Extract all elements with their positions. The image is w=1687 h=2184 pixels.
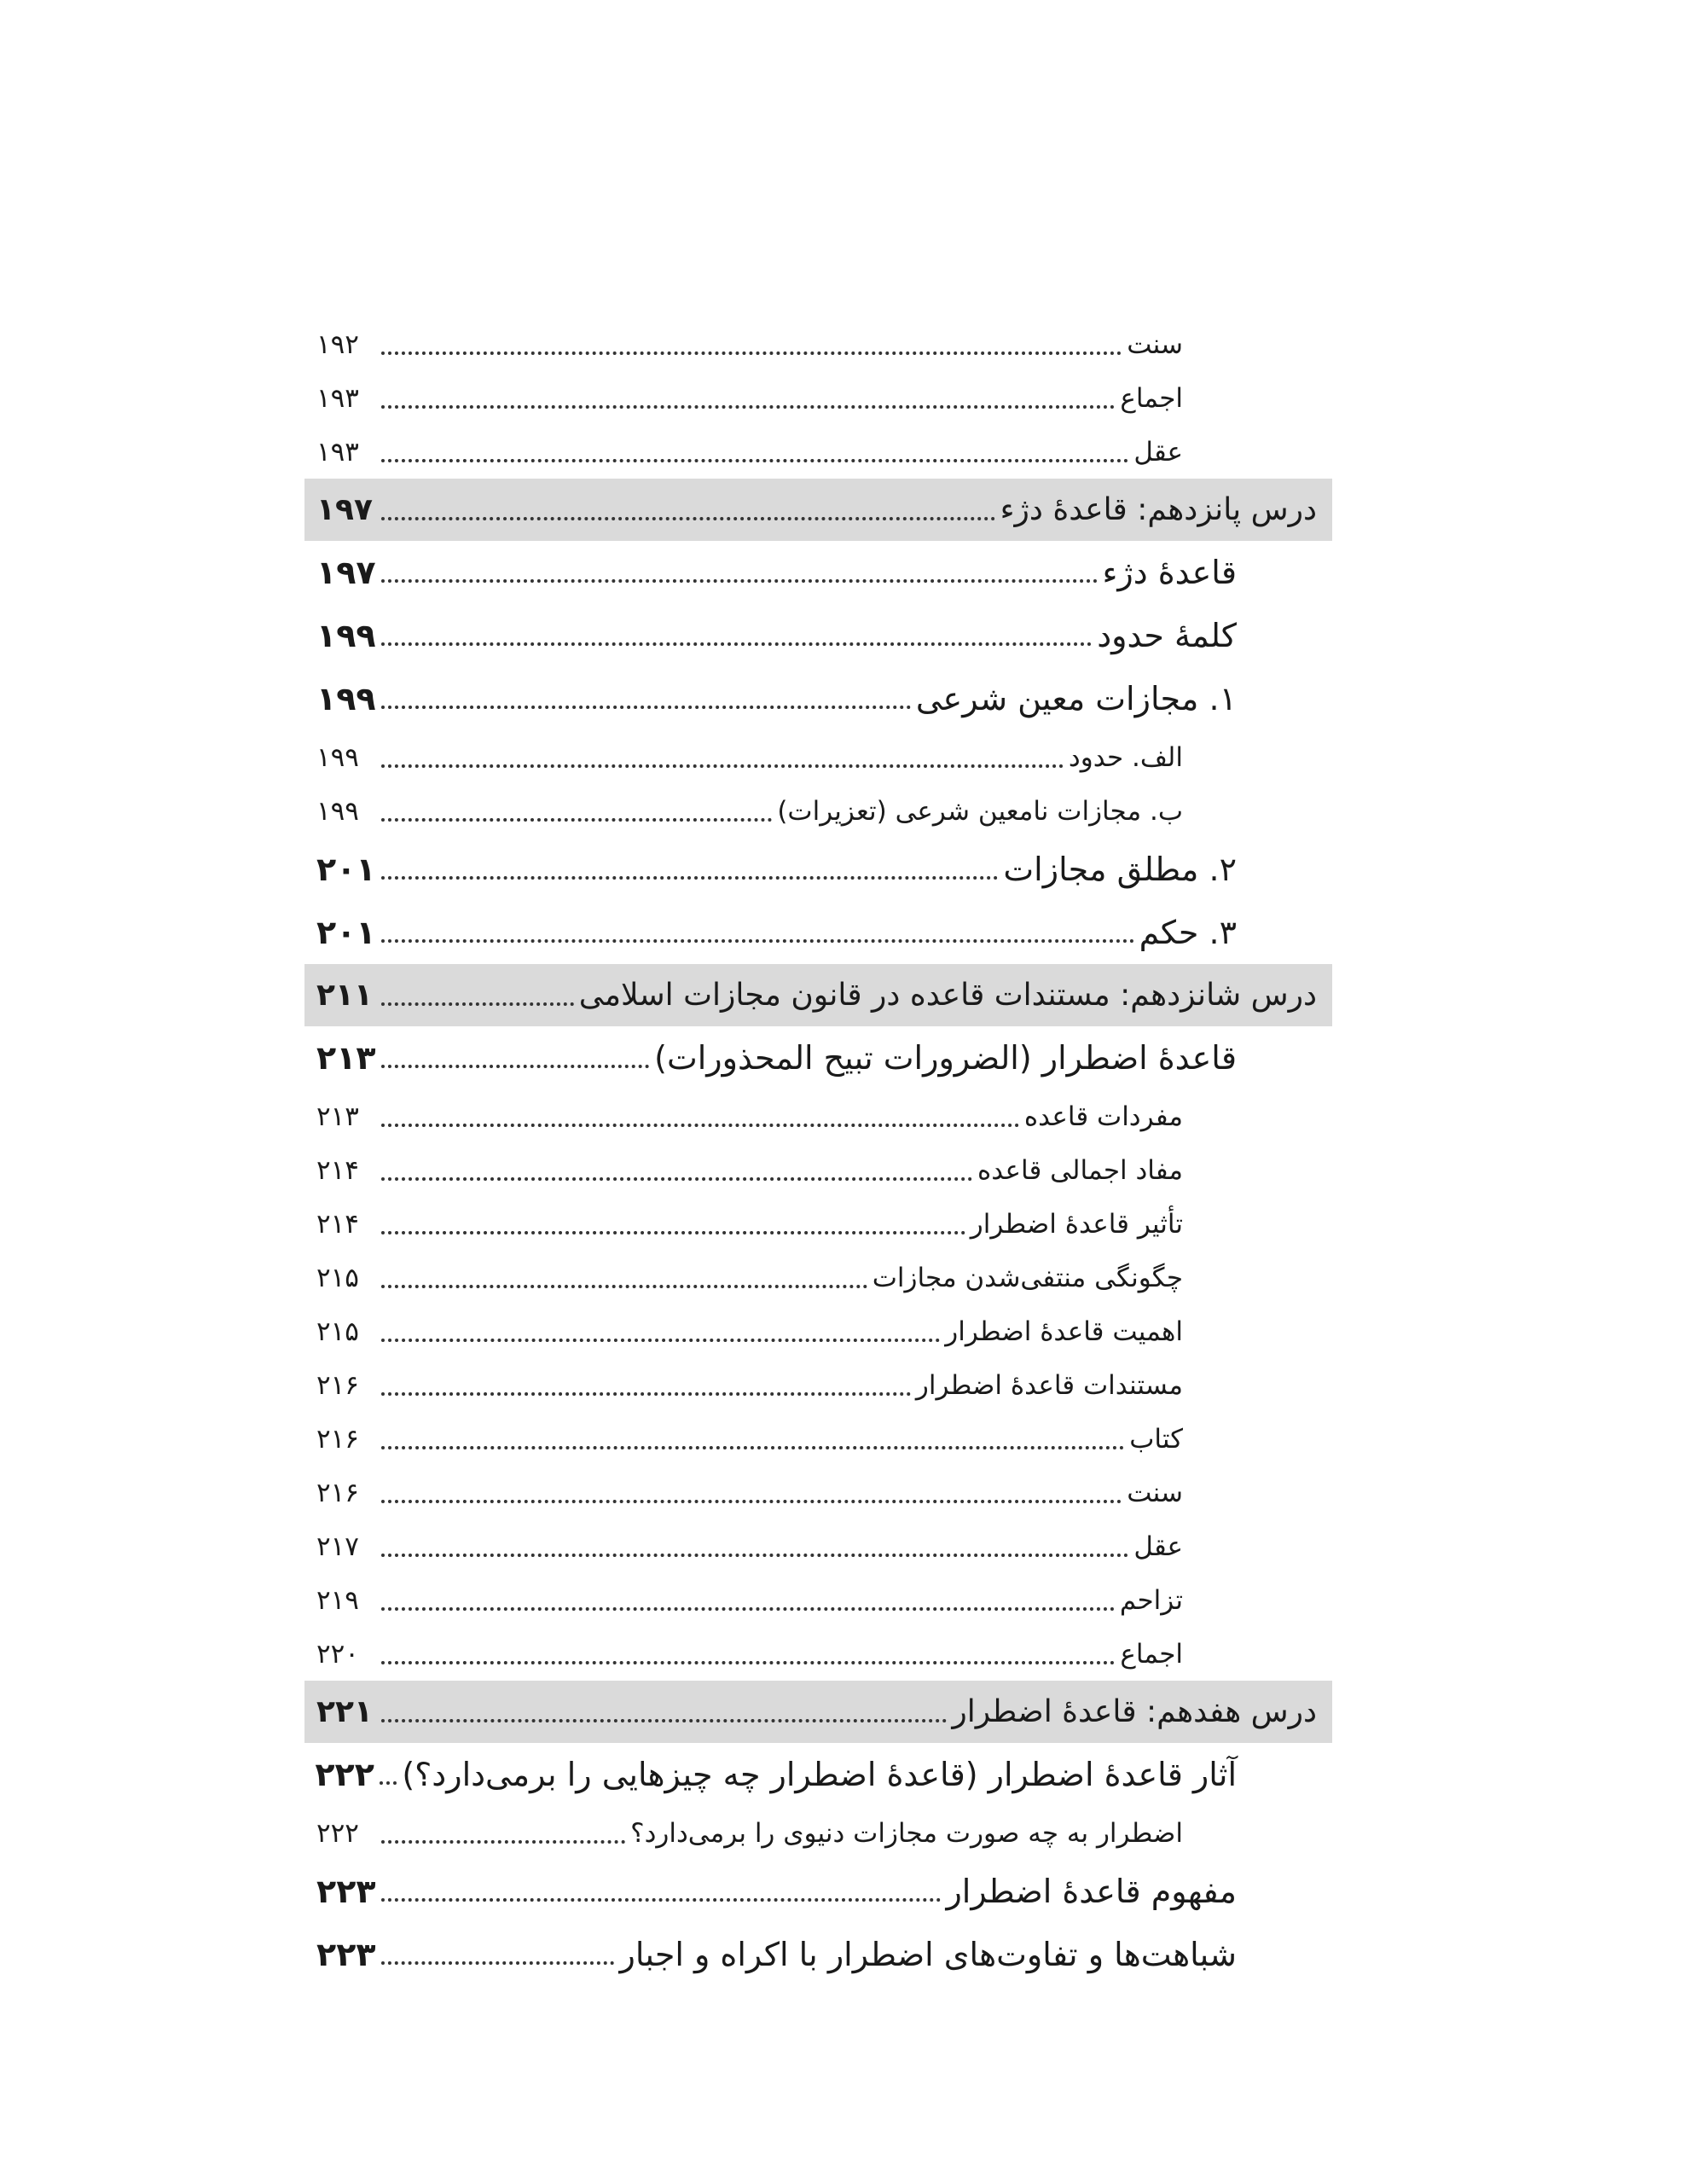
toc-entry-title: اضطرار به چه صورت مجازات دنیوی را برمی‌دارد؟ <box>630 1817 1183 1849</box>
toc-entry <box>304 1412 1332 1466</box>
toc-entry-title: درس هفدهم: قاعدهٔ اضطرار <box>952 1694 1317 1729</box>
toc-entry-title: الف. حدود <box>1068 741 1183 773</box>
toc-entry-page: ۲۱۴ <box>316 1208 359 1240</box>
toc-entry-page: ۱۹۹ <box>316 617 376 654</box>
toc-entry-page: ۲۱۶ <box>316 1477 359 1508</box>
toc-entry-page: ۲۱۳ <box>316 1039 376 1077</box>
toc-entry-page: ۱۹۳ <box>316 382 359 414</box>
dot-leader <box>381 706 911 709</box>
toc-entry <box>304 1806 1332 1860</box>
toc-entry-title: مفهوم قاعدهٔ اضطرار <box>946 1873 1237 1910</box>
dot-leader <box>381 1500 1122 1503</box>
toc-entry <box>304 541 1332 604</box>
toc-entry <box>304 784 1332 838</box>
toc-entry-title: ب. مجازات نامعین شرعی (تعزیرات) <box>777 795 1183 827</box>
toc-entry-page: ۱۹۹ <box>316 741 359 773</box>
toc-entry-page: ۲۲۱ <box>316 1694 373 1729</box>
toc-entry <box>304 1860 1332 1923</box>
toc-entry-page: ۲۲۳ <box>316 1936 376 1973</box>
toc-entry-page: ۱۹۹ <box>316 680 376 717</box>
dot-leader <box>381 351 1122 355</box>
dot-leader <box>381 1446 1124 1449</box>
toc-entry-title: تزاحم <box>1119 1584 1183 1616</box>
toc-entry-title: عقل <box>1133 436 1183 468</box>
toc-entry-page: ۲۲۲ <box>315 1756 374 1793</box>
dot-leader <box>381 876 998 880</box>
toc-entry-page: ۲۱۴ <box>316 1154 359 1186</box>
toc-entry-title: مستندات قاعدهٔ اضطرار <box>915 1369 1183 1401</box>
toc-lesson-heading <box>304 479 1332 541</box>
toc-entry-title: ۱. مجازات معین شرعی <box>915 680 1237 717</box>
toc-entry-page: ۱۹۹ <box>316 795 359 827</box>
toc-entry <box>304 1197 1332 1251</box>
toc-entry <box>304 1573 1332 1627</box>
toc-entry-title: مفردات قاعده <box>1023 1101 1183 1132</box>
toc-entry-title: اجماع <box>1120 382 1183 414</box>
toc-lesson-heading <box>304 1681 1332 1743</box>
dot-leader <box>381 1719 947 1722</box>
dot-leader <box>381 764 1064 768</box>
dot-leader <box>381 642 1092 646</box>
toc-entry-page: ۱۹۷ <box>316 554 376 591</box>
toc-entry <box>304 901 1332 964</box>
toc-entry <box>304 730 1332 784</box>
toc-entry <box>304 1466 1332 1519</box>
dot-leader <box>381 818 772 822</box>
toc-entry-title: تأثیر قاعدهٔ اضطرار <box>970 1208 1183 1240</box>
toc-entry <box>304 1251 1332 1304</box>
toc-entry-page: ۲۰۱ <box>316 851 376 888</box>
toc-entry-page: ۱۹۲ <box>316 328 359 360</box>
table-of-contents <box>304 317 1332 1986</box>
dot-leader <box>381 579 1098 583</box>
toc-entry <box>304 425 1332 479</box>
toc-entry-title: کتاب <box>1129 1423 1183 1455</box>
dot-leader <box>381 1124 1019 1127</box>
toc-entry-page: ۲۱۱ <box>316 978 373 1013</box>
toc-entry-page: ۱۹۷ <box>316 492 373 527</box>
toc-entry-page: ۲۱۵ <box>316 1262 359 1293</box>
toc-entry-title: ۳. حکم <box>1139 914 1237 951</box>
dot-leader <box>381 1065 649 1068</box>
dot-leader <box>381 1177 972 1181</box>
toc-entry <box>304 667 1332 730</box>
toc-entry-page: ۲۲۳ <box>316 1873 376 1910</box>
toc-entry-page: ۲۰۱ <box>316 914 376 951</box>
toc-lesson-heading <box>304 964 1332 1026</box>
toc-entry-page: ۲۱۳ <box>316 1101 359 1132</box>
toc-entry-title: کلمهٔ حدود <box>1097 617 1237 654</box>
toc-entry-page: ۲۱۶ <box>316 1423 359 1455</box>
toc-entry <box>304 1304 1332 1358</box>
dot-leader <box>381 1554 1128 1557</box>
dot-leader <box>381 1961 614 1965</box>
toc-entry <box>304 1026 1332 1089</box>
toc-entry <box>304 1627 1332 1681</box>
dot-leader <box>380 1781 397 1785</box>
dot-leader <box>381 1002 574 1006</box>
toc-entry-title: سنت <box>1127 328 1183 360</box>
toc-entry <box>304 1743 1332 1806</box>
dot-leader <box>381 1231 965 1234</box>
toc-entry-title: اهمیت قاعدهٔ اضطرار <box>945 1316 1183 1347</box>
toc-entry <box>304 317 1332 371</box>
toc-entry-title: چگونگی منتفی‌شدن مجازات <box>872 1262 1183 1293</box>
toc-entry-title: آثار قاعدهٔ اضطرار (قاعدهٔ اضطرار چه چیزهایی را برمی‌دارد؟) <box>402 1756 1237 1793</box>
toc-entry-page: ۲۱۵ <box>316 1316 359 1347</box>
toc-entry-page: ۲۲۰ <box>316 1638 359 1670</box>
dot-leader <box>381 939 1134 943</box>
toc-entry-title: اجماع <box>1120 1638 1183 1670</box>
toc-entry-page: ۲۲۲ <box>316 1817 359 1849</box>
toc-entry-page: ۱۹۳ <box>316 436 359 468</box>
toc-entry-title: عقل <box>1133 1531 1183 1562</box>
dot-leader <box>381 1392 911 1396</box>
toc-entry-title: ۲. مطلق مجازات <box>1003 851 1237 888</box>
toc-entry <box>304 604 1332 667</box>
toc-entry-title: درس شانزدهم: مستندات قاعده در قانون مجازات اسلامی <box>578 978 1317 1013</box>
dot-leader <box>381 1285 867 1288</box>
dot-leader <box>381 517 995 520</box>
toc-entry <box>304 1923 1332 1986</box>
dot-leader <box>381 1607 1115 1611</box>
toc-entry-page: ۲۱۶ <box>316 1369 359 1401</box>
dot-leader <box>381 1339 940 1342</box>
toc-entry-title: مفاد اجمالی قاعده <box>977 1154 1183 1186</box>
dot-leader <box>381 1840 625 1844</box>
toc-entry-title: شباهت‌ها و تفاوت‌های اضطرار با اکراه و اجبار <box>619 1936 1237 1973</box>
toc-entry <box>304 371 1332 425</box>
toc-entry <box>304 1143 1332 1197</box>
dot-leader <box>381 459 1128 462</box>
toc-entry <box>304 1089 1332 1143</box>
toc-entry-title: درس پانزدهم: قاعدهٔ دژء <box>1000 492 1317 527</box>
toc-entry-page: ۲۱۹ <box>316 1584 359 1616</box>
dot-leader <box>381 1661 1115 1664</box>
dot-leader <box>381 405 1115 409</box>
toc-entry <box>304 1358 1332 1412</box>
toc-entry-page: ۲۱۷ <box>316 1531 359 1562</box>
toc-entry-title: قاعدهٔ دژء <box>1102 554 1237 591</box>
toc-entry-title: سنت <box>1127 1477 1183 1508</box>
toc-entry <box>304 838 1332 901</box>
toc-entry <box>304 1519 1332 1573</box>
dot-leader <box>381 1898 941 1902</box>
toc-entry-title: قاعدهٔ اضطرار (الضرورات تبیح المحذورات) <box>654 1039 1237 1077</box>
